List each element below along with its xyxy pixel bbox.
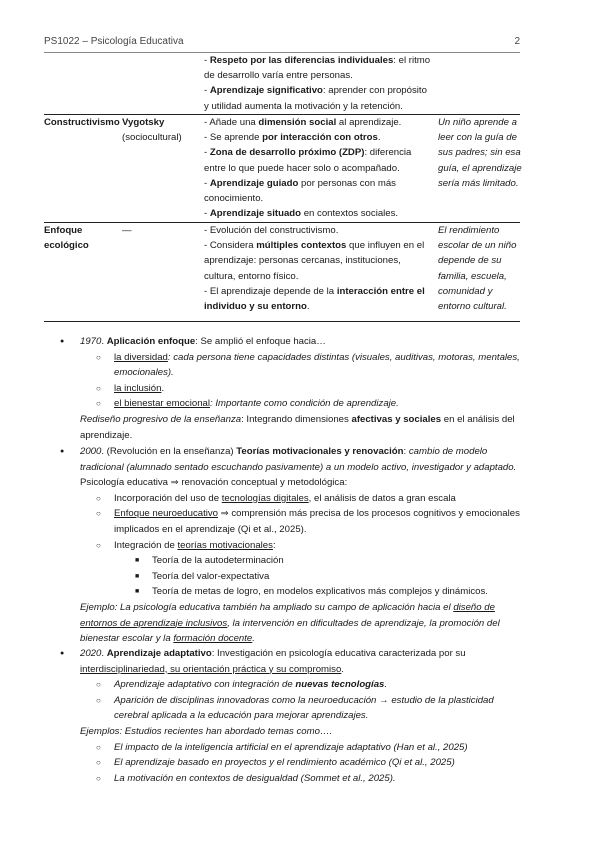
theory-item: ■ Teoría de metas de logro, en modelos explicativos más complejos y dinámicos. bbox=[152, 584, 528, 600]
example-2000: Ejemplo: La psicología educativa también ha ampliado su campo de aplicación hacia el diseño de entornos de aprendizaje inclusivos, la intervención en dificultades de aprendizaje, la promoción del bienestar escolar y la formación docente. bbox=[80, 601, 500, 645]
table-point: - Añade una dimensión social al aprendizaje. bbox=[204, 117, 402, 128]
examples-label: Ejemplos: Estudios recientes han abordado temas como…. bbox=[80, 725, 333, 737]
table-cell-author: Vygotsky (sociocultural) bbox=[122, 117, 182, 144]
table-point: - Respeto por las diferencias individuales: el ritmo de desarrollo varía entre personas. bbox=[204, 55, 431, 82]
table-point: - Aprendizaje guiado por personas con más conocimiento. bbox=[204, 177, 396, 205]
table-divider bbox=[44, 321, 520, 322]
theory-item: ■ Teoría del valor-expectativa bbox=[152, 569, 528, 585]
list-item: ○ Enfoque neuroeducativo ⇒ comprensión más precisa de los procesos cognitivos y emocionales implicados en el aprendizaje (Qi et al., 2025). bbox=[114, 506, 528, 537]
list-item: ○ el bienestar emocional: Importante como condición de aprendizaje. bbox=[114, 396, 528, 412]
list-item: ○ Aparición de disciplinas innovadoras como la neuroeducación → estudio de la plasticidad cerebral aplicada a la educación para mejorar aprendizajes. bbox=[114, 693, 528, 724]
bullet-2020: ● 2020. Aprendizaje adaptativo: Investigación en psicología educativa caracterizada por su interdisciplinariedad, su orientación práctica y su compromiso. bbox=[80, 646, 528, 677]
table-cell-points bbox=[204, 223, 432, 314]
table-point: - Zona de desarrollo próximo (ZDP): diferencia entre lo que puede hacer solo o acompañado. bbox=[204, 147, 412, 174]
table-cell-theory: Enfoque ecológico bbox=[44, 225, 89, 252]
section-2020 bbox=[80, 646, 528, 786]
example-item: ○ El aprendizaje basado en proyectos y el rendimiento académico (Qi et al., 2025) bbox=[114, 755, 528, 771]
table-row-continuation bbox=[204, 53, 432, 114]
page-number: 2 bbox=[514, 36, 520, 47]
section-1970 bbox=[80, 334, 528, 443]
list-item: ○ la inclusión. bbox=[114, 381, 528, 397]
list-item: ○ Integración de teorías motivacionales: bbox=[114, 538, 528, 554]
psychology-renewal: Psicología educativa ⇒ renovación conceptual y metodológica: bbox=[80, 477, 348, 489]
redesign-note: Rediseño progresivo de la enseñanza: Integrando dimensiones afectivas y sociales en el análisis del aprendizaje. bbox=[80, 413, 515, 441]
table-point: - Se aprende por interacción con otros. bbox=[204, 132, 381, 144]
example-item: ○ El impacto de la inteligencia artificial en el aprendizaje adaptativo (Han et al., 2025) bbox=[114, 740, 528, 756]
table-point: - Aprendizaje significativo: aprender con propósito y utilidad aumenta la motivación y la retención. bbox=[204, 85, 427, 112]
list-item: ○ Aprendizaje adaptativo con integración de nuevas tecnologías. bbox=[114, 677, 528, 693]
list-item: ○ Incorporación del uso de tecnologías digitales, el análisis de datos a gran escala bbox=[114, 491, 528, 507]
bullet-2000: ● 2000. (Revolución en la enseñanza) Teorías motivacionales y renovación: cambio de modelo tradicional (alumnado sentado escuchando pasivamente) a un modelo activo, investigador y adaptado. bbox=[80, 444, 528, 475]
theory-item: ■ Teoría de la autodeterminación bbox=[152, 553, 528, 569]
section-2000 bbox=[80, 444, 528, 647]
list-item: ○ la diversidad: cada persona tiene capacidades distintas (visuales, auditivas, motoras, mentales, emocionales). bbox=[114, 350, 528, 381]
course-title: PS1022 – Psicología Educativa bbox=[44, 36, 184, 47]
example-item: ○ La motivación en contextos de desigualdad (Sommet et al., 2025). bbox=[114, 771, 528, 787]
table-point: - El aprendizaje depende de la interacción entre el individuo y su entorno. bbox=[204, 285, 425, 313]
bullet-1970: ● 1970. Aplicación enfoque: Se amplió el enfoque hacia… bbox=[80, 334, 528, 350]
table-cell-theory: Constructivismo bbox=[44, 117, 120, 128]
table-point: - Considera múltiples contextos que influyen en el aprendizaje: personas cercanas, instituciones, cultura, entorno físico. bbox=[204, 240, 425, 282]
table-point: - Aprendizaje situado en contextos sociales. bbox=[204, 208, 399, 220]
table-cell-author: — bbox=[122, 225, 132, 236]
table-cell-example: El rendimiento escolar de un niño depende de su familia, escuela, comunidad y entorno cultural. bbox=[438, 225, 517, 313]
page-header bbox=[44, 36, 520, 52]
table-cell-points bbox=[204, 115, 432, 221]
table-cell-example: Un niño aprende a leer con la guía de sus padres; sin esa guía, el aprendizaje sería más limitado. bbox=[438, 117, 522, 189]
table-point: - Evolución del constructivismo. bbox=[204, 225, 339, 236]
